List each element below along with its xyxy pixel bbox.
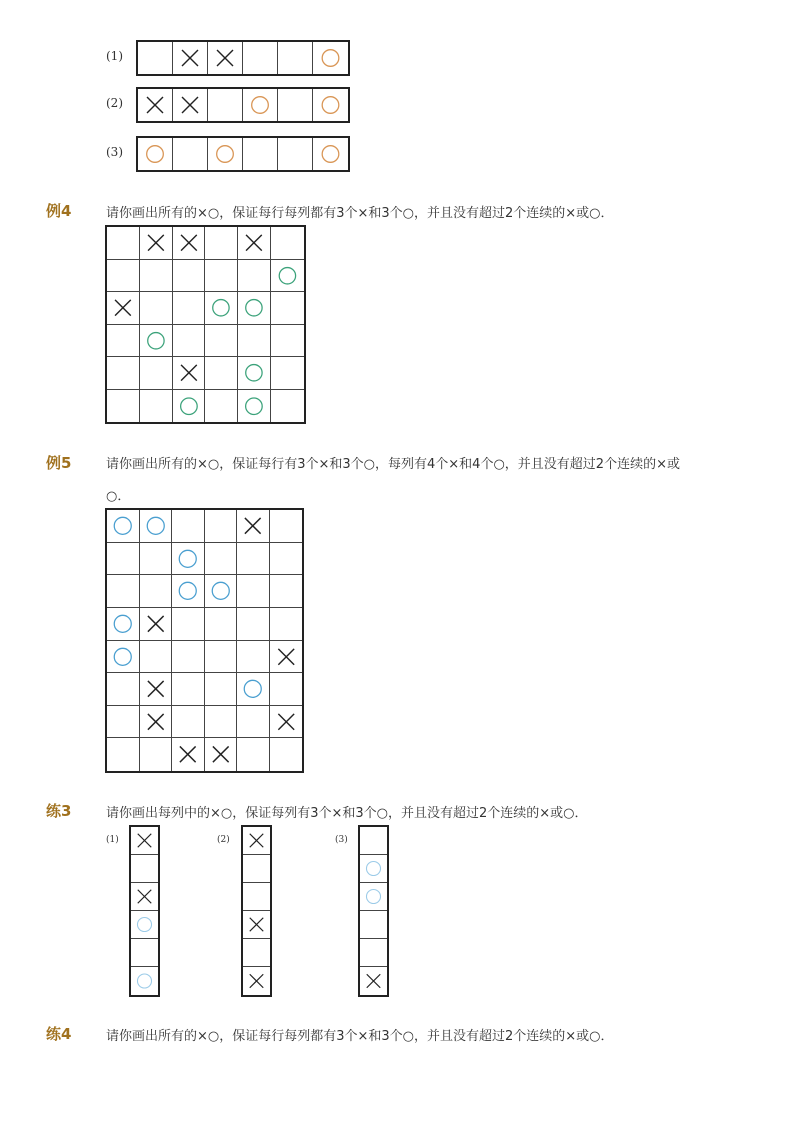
example4-cell bbox=[205, 260, 238, 293]
practice3-column-2 bbox=[241, 825, 272, 997]
example4-cell bbox=[173, 227, 206, 260]
example4-cell bbox=[271, 292, 304, 325]
cross-mark-icon bbox=[238, 227, 270, 259]
cross-mark-icon bbox=[243, 967, 270, 995]
example4-cell bbox=[107, 357, 140, 390]
example5-cell bbox=[172, 543, 205, 576]
circle-mark-icon bbox=[173, 390, 205, 423]
example4-cell bbox=[238, 227, 271, 260]
example4-cell bbox=[140, 357, 173, 390]
circle-mark-icon bbox=[205, 292, 237, 324]
cross-mark-icon bbox=[270, 641, 303, 673]
example4-cell bbox=[173, 260, 206, 293]
example4-cell bbox=[205, 325, 238, 358]
practice3-cell bbox=[131, 883, 158, 911]
practice3-cell bbox=[131, 967, 158, 995]
example4-cell bbox=[140, 325, 173, 358]
example5-cell bbox=[237, 608, 270, 641]
circle-mark-icon bbox=[107, 510, 139, 542]
circle-mark-icon bbox=[360, 855, 387, 882]
circle-mark-icon bbox=[131, 911, 158, 938]
circle-mark-icon bbox=[313, 89, 348, 121]
example5-cell bbox=[205, 673, 238, 706]
example4-cell bbox=[271, 390, 304, 423]
cross-mark-icon bbox=[173, 357, 205, 389]
practice3-cell bbox=[131, 911, 158, 939]
example5-cell bbox=[140, 641, 173, 674]
example5-cell bbox=[205, 608, 238, 641]
practice3-cell bbox=[131, 939, 158, 967]
row-puzzle-cell bbox=[278, 42, 313, 74]
example4-cell bbox=[271, 227, 304, 260]
example4-cell bbox=[271, 325, 304, 358]
example5-cell bbox=[237, 543, 270, 576]
circle-mark-icon bbox=[107, 641, 139, 673]
row-puzzle-cell bbox=[313, 138, 348, 170]
example5-cell bbox=[172, 738, 205, 771]
example5-cell bbox=[270, 673, 303, 706]
practice3-cell bbox=[360, 967, 387, 995]
circle-mark-icon bbox=[140, 325, 172, 357]
example5-cell bbox=[140, 738, 173, 771]
example5-cell bbox=[172, 641, 205, 674]
example4-cell bbox=[140, 260, 173, 293]
cross-mark-icon bbox=[172, 738, 204, 771]
practice3-cell bbox=[360, 827, 387, 855]
cross-mark-icon bbox=[270, 706, 303, 738]
practice3-cell bbox=[243, 939, 270, 967]
example4-cell bbox=[107, 227, 140, 260]
example4-cell bbox=[140, 227, 173, 260]
example5-cell bbox=[107, 673, 140, 706]
practice3-cell bbox=[131, 855, 158, 883]
cross-mark-icon bbox=[140, 227, 172, 259]
row-puzzle-1-label: (1) bbox=[106, 49, 123, 63]
example5-cell bbox=[172, 706, 205, 739]
example4-cell bbox=[238, 390, 271, 423]
cross-mark-icon bbox=[140, 706, 172, 738]
cross-mark-icon bbox=[208, 42, 242, 74]
cross-mark-icon bbox=[173, 227, 205, 259]
example5-cell bbox=[107, 641, 140, 674]
row-puzzle-cell bbox=[243, 42, 278, 74]
row-puzzle-cell bbox=[278, 138, 313, 170]
cross-mark-icon bbox=[131, 827, 158, 854]
row-puzzle-cell bbox=[173, 42, 208, 74]
example4-cell bbox=[140, 390, 173, 423]
example4-grid bbox=[105, 225, 306, 424]
practice3-cell bbox=[243, 883, 270, 911]
example5-cell bbox=[270, 738, 303, 771]
circle-mark-icon bbox=[172, 575, 204, 607]
example5-cell bbox=[140, 510, 173, 543]
example5-cell bbox=[237, 673, 270, 706]
circle-mark-icon bbox=[237, 673, 269, 705]
practice3-column-1 bbox=[129, 825, 160, 997]
circle-mark-icon bbox=[238, 357, 270, 389]
example4-cell bbox=[205, 292, 238, 325]
example4-cell bbox=[173, 357, 206, 390]
example4-cell bbox=[173, 390, 206, 423]
practice3-cell bbox=[243, 967, 270, 995]
example5-cell bbox=[107, 543, 140, 576]
circle-mark-icon bbox=[313, 42, 348, 74]
cross-mark-icon bbox=[237, 510, 269, 542]
cross-mark-icon bbox=[205, 738, 237, 771]
example5-cell bbox=[107, 706, 140, 739]
example4-cell bbox=[173, 325, 206, 358]
example5-cell bbox=[270, 608, 303, 641]
practice4-text: 请你画出所有的×○，保证每行每列都有3个×和3个○，并且没有超过2个连续的×或○． bbox=[106, 1029, 614, 1044]
example5-cell bbox=[140, 706, 173, 739]
row-puzzle-cell bbox=[313, 42, 348, 74]
circle-mark-icon bbox=[131, 967, 158, 995]
example5-cell bbox=[140, 608, 173, 641]
practice3-cell bbox=[243, 827, 270, 855]
row-puzzle-cell bbox=[208, 138, 243, 170]
circle-mark-icon bbox=[208, 138, 242, 170]
practice4-tag: 练4 bbox=[46, 1025, 72, 1043]
example5-cell bbox=[270, 706, 303, 739]
practice3-cell bbox=[131, 827, 158, 855]
practice3-col-2-label: (2) bbox=[217, 835, 230, 845]
example5-cell bbox=[205, 738, 238, 771]
cross-mark-icon bbox=[243, 827, 270, 854]
practice3-cell bbox=[360, 855, 387, 883]
cross-mark-icon bbox=[131, 883, 158, 910]
circle-mark-icon bbox=[271, 260, 304, 292]
example4-cell bbox=[238, 357, 271, 390]
example5-tag: 例5 bbox=[46, 454, 72, 472]
row-puzzle-cell bbox=[173, 138, 208, 170]
cross-mark-icon bbox=[107, 292, 139, 324]
example4-cell bbox=[271, 260, 304, 293]
example4-cell bbox=[271, 357, 304, 390]
example5-cell bbox=[237, 575, 270, 608]
practice3-cell bbox=[360, 911, 387, 939]
example5-cell bbox=[140, 575, 173, 608]
row-puzzle-3-label: (3) bbox=[106, 145, 123, 159]
circle-mark-icon bbox=[140, 510, 172, 542]
row-puzzle-cell bbox=[138, 89, 173, 121]
example4-cell bbox=[107, 292, 140, 325]
example5-cell bbox=[237, 510, 270, 543]
row-puzzle-cell bbox=[243, 89, 278, 121]
example5-cell bbox=[107, 608, 140, 641]
example5-cell bbox=[205, 543, 238, 576]
practice3-col-1-label: (1) bbox=[106, 835, 119, 845]
example5-text-line1: 请你画出所有的×○，保证每行有3个×和3个○，每列有4个×和4个○，并且没有超过2个连续的×或 bbox=[106, 457, 680, 472]
circle-mark-icon bbox=[238, 390, 270, 423]
circle-mark-icon bbox=[172, 543, 204, 575]
example4-cell bbox=[107, 325, 140, 358]
circle-mark-icon bbox=[243, 89, 277, 121]
cross-mark-icon bbox=[138, 89, 172, 121]
example4-cell bbox=[140, 292, 173, 325]
circle-mark-icon bbox=[238, 292, 270, 324]
example4-tag: 例4 bbox=[46, 202, 72, 220]
example4-cell bbox=[205, 390, 238, 423]
row-puzzle-cell bbox=[173, 89, 208, 121]
cross-mark-icon bbox=[173, 89, 207, 121]
example4-cell bbox=[238, 325, 271, 358]
example5-cell bbox=[270, 543, 303, 576]
row-puzzle-cell bbox=[313, 89, 348, 121]
example4-cell bbox=[238, 292, 271, 325]
row-puzzle-cell bbox=[138, 42, 173, 74]
row-puzzle-2 bbox=[136, 87, 350, 123]
row-puzzle-3 bbox=[136, 136, 350, 172]
example5-cell bbox=[270, 641, 303, 674]
example5-text-line2: ○． bbox=[106, 489, 131, 504]
practice3-tag: 练3 bbox=[46, 802, 72, 820]
row-puzzle-cell bbox=[243, 138, 278, 170]
example5-cell bbox=[205, 706, 238, 739]
example5-cell bbox=[140, 543, 173, 576]
practice3-column-3 bbox=[358, 825, 389, 997]
cross-mark-icon bbox=[140, 608, 172, 640]
row-puzzle-1 bbox=[136, 40, 350, 76]
example5-cell bbox=[237, 641, 270, 674]
practice3-col-3-label: (3) bbox=[335, 835, 348, 845]
example4-cell bbox=[205, 357, 238, 390]
example4-text: 请你画出所有的×○，保证每行每列都有3个×和3个○，并且没有超过2个连续的×或○． bbox=[106, 206, 614, 221]
row-puzzle-cell bbox=[278, 89, 313, 121]
example4-cell bbox=[107, 260, 140, 293]
example5-cell bbox=[107, 575, 140, 608]
example5-cell bbox=[205, 575, 238, 608]
example4-cell bbox=[238, 260, 271, 293]
practice3-cell bbox=[360, 883, 387, 911]
example5-cell bbox=[237, 706, 270, 739]
example5-cell bbox=[172, 608, 205, 641]
cross-mark-icon bbox=[243, 911, 270, 938]
circle-mark-icon bbox=[107, 608, 139, 640]
circle-mark-icon bbox=[313, 138, 348, 170]
example5-cell bbox=[237, 738, 270, 771]
example5-cell bbox=[140, 673, 173, 706]
practice3-text: 请你画出每列中的×○，保证每列有3个×和3个○，并且没有超过2个连续的×或○． bbox=[106, 806, 588, 821]
row-puzzle-2-label: (2) bbox=[106, 96, 123, 110]
example4-cell bbox=[205, 227, 238, 260]
example5-cell bbox=[205, 510, 238, 543]
practice3-cell bbox=[360, 939, 387, 967]
example5-grid bbox=[105, 508, 304, 773]
example4-cell bbox=[173, 292, 206, 325]
example5-cell bbox=[172, 510, 205, 543]
practice3-cell bbox=[243, 911, 270, 939]
example5-cell bbox=[205, 641, 238, 674]
circle-mark-icon bbox=[205, 575, 237, 607]
row-puzzle-cell bbox=[208, 89, 243, 121]
cross-mark-icon bbox=[140, 673, 172, 705]
cross-mark-icon bbox=[360, 967, 387, 995]
circle-mark-icon bbox=[138, 138, 172, 170]
example5-cell bbox=[172, 673, 205, 706]
example5-cell bbox=[107, 510, 140, 543]
example5-cell bbox=[270, 510, 303, 543]
example5-cell bbox=[172, 575, 205, 608]
row-puzzle-cell bbox=[138, 138, 173, 170]
row-puzzle-cell bbox=[208, 42, 243, 74]
circle-mark-icon bbox=[360, 883, 387, 910]
example4-cell bbox=[107, 390, 140, 423]
cross-mark-icon bbox=[173, 42, 207, 74]
example5-cell bbox=[107, 738, 140, 771]
practice3-cell bbox=[243, 855, 270, 883]
example5-cell bbox=[270, 575, 303, 608]
